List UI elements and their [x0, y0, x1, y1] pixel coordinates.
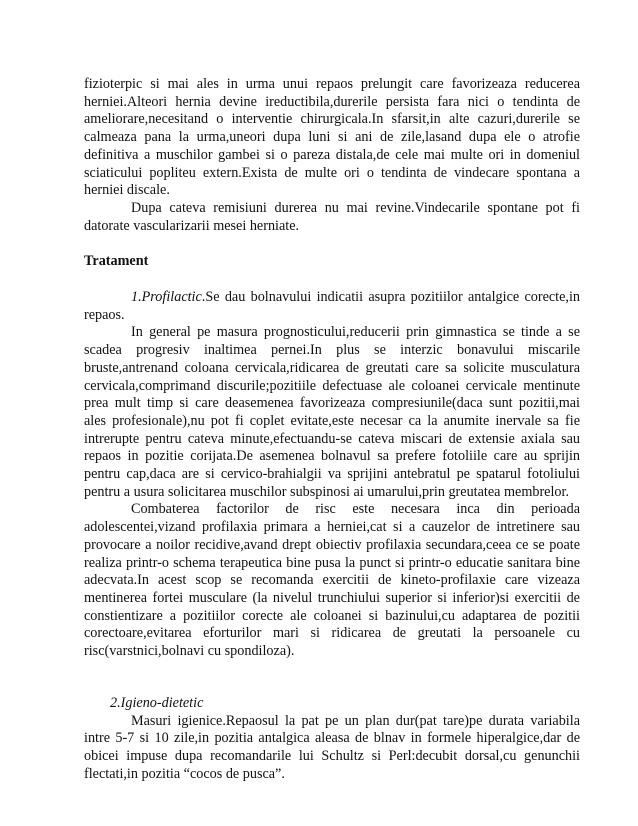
paragraph-herniation-evolution: fizioterpic si mai ales in urma unui repaos prelungit care favorizeaza reducerea herniei.Alteori hernia devine ireductibila,durerile persista fara nici o tendinta de ameliorare,necesitand o interventie chirurgicala.In sfarsit,in alte cazuri,durerile se calmeaza pana la urma,uneori dupa luni si ani de zile,lasand dupa ele o atrofie definitiva a muschilor gambei si o pareza distala,de cele mai multe ori in domeniul sciaticului popliteu extern.Exista de multe ori o tendinta de vindecare spontana a herniei discale. — [84, 76, 580, 199]
paragraph-prophylactic — [84, 289, 580, 324]
subsection-label-prophylactic: 1.Profilactic — [131, 289, 202, 306]
paragraph-general-measures: In general pe masura prognosticului,reducerii prin gimnastica se tinde a se scadea progresiv inaltimea pernei.In plus se interzic bonavului miscarile bruste,antrenand coloana cervicala,ridicarea de greutati care sa solicite musculatura cervicala,comprimand discurile;pozitiile defectuase ale coloanei cervicale mentinute prea mult timp si care deasemenea favorizeaza compresiunile(daca sunt pozitii,mai ales profesionale),nu pot fi coplet evitate,este necesar ca la anumite inervale sa fie intrerupte pentru cateva minute,efectuandu-se cateva miscari de extensie axiala sau repaos in pozitie corijata.De asemenea bolnavul sa prefere fotoliile care au sprijin pentru cap,daca are si cervico-brahialgii va sprijini antebratul pe spatarul fotoliului pentru a usura solicitarea muschilor subspinosi ai umarului,prin greutatea membrelor. — [84, 324, 580, 500]
section-heading-treatment: Tratament — [84, 253, 149, 270]
paragraph-hygienic-measures: Masuri igienice.Repaosul la pat pe un plan dur(pat tare)pe durata variabila intre 5-7 si 10 zile,in pozitia antalgica aleasa de blnav in formele hiperalgice,dar de obicei impuse dupa recomandarile lui Schultz si Perl:decubit dorsal,cu genunchii flectati,in pozitia “cocos de pusca”. — [84, 712, 580, 782]
prophylactic-text: .Se dau bolnavului indicatii asupra pozitiilor antalgice corecte,in repaos. — [84, 289, 580, 323]
subsection-label-hygienic-dietary: 2.Igieno-dietetic — [110, 694, 204, 711]
paragraph-risk-factors: Combaterea factorilor de risc este necesara inca din perioada adolescentei,vizand profilaxia primara a herniei,cat si a cauzelor de intretinere sau provocare a noilor recidive,avand drept obiectiv profilaxia secundara,ceea ce se poate realiza printr-o schema terapeutica bine pusa la punct si printr-o educatie sanitara bine adecvata.In acest scop se recomanda exercitii de kineto-profilaxie care vizeaza mentinerea fortei musculare (la nivelul trunchiului superior si inferior)si exercitii de constientizare a pozitiilor corecte ale coloanei si bazinului,cu adaptarea de pozitii corectoare,evitarea eforturilor mari si ridicarea de greutati la persoanele cu risc(varstnici,bolnavi cu spondiloza). — [84, 501, 580, 660]
paragraph-spontaneous-healing: Dupa cateva remisiuni durerea nu mai revine.Vindecarile spontane pot fi datorate vascularizarii mesei herniate. — [84, 199, 580, 234]
document-page — [84, 76, 580, 783]
